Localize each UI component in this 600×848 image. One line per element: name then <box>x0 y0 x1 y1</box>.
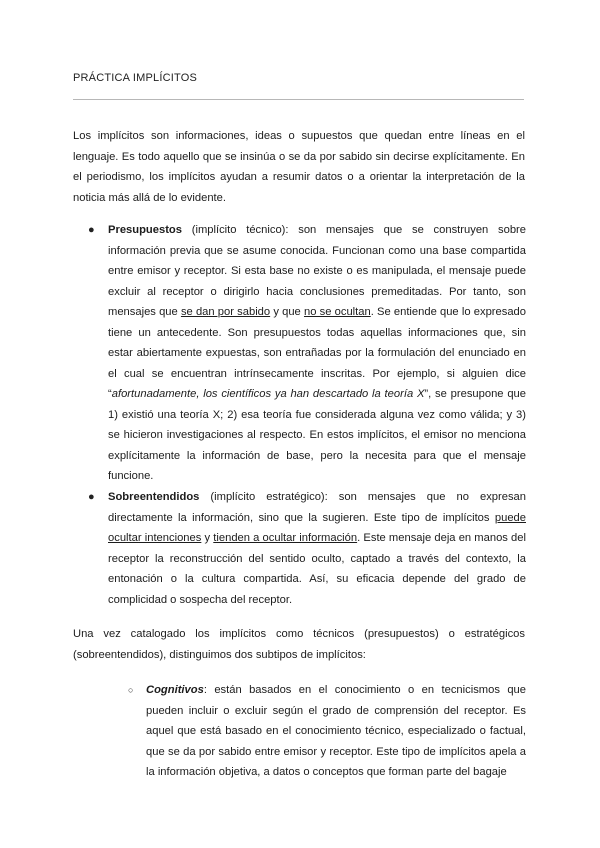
cognitivos-paragraph <box>146 680 526 783</box>
sobreentendidos-underline-1: puede ocultar intenciones <box>108 511 526 544</box>
sobreentendidos-text-3: . Este mensaje deja en manos del receptor la reconstrucción del sentido oculto, captado a través del contexto, la entonación o la cultura compartida. Así, su eficacia depende del grado de complicidad o sospecha del receptor. <box>108 532 526 606</box>
bullet-icon: ● <box>88 224 95 236</box>
presupuestos-text-1: (implícito técnico): son mensajes que se construyen sobre información previa que se asume conocida. Funcionan como una base compartida entre emisor y receptor. Si esta base no existe o es manipulada, el mensaje puede excluir al receptor o dirigirlo hacia conclusiones premeditadas. Por tanto, son mensajes que <box>108 224 526 318</box>
presupuestos-text-2: y que <box>270 306 304 318</box>
sobreentendidos-text-2: y <box>201 532 214 544</box>
presupuestos-paragraph <box>108 220 526 487</box>
presupuestos-text-4: ”, se presupone que 1) existió una teoría X; 2) esa teoría fue considerada alguna vez como válida; y 3) se hicieron investigaciones al respecto. En estos implícitos, el emisor no menciona explícitamente la información de base, pero la necesita para que el mensaje funcione. <box>108 388 526 482</box>
presupuestos-text-3: . Se entiende que lo expresado tiene un antecedente. Son presupuestos todas aquellas informaciones que, sin estar abiertamente expuestas, son entrañadas por la formulación del enunciado en el cual se encuentran intrínsecamente inscritas. Por ejemplo, si alguien dice “ <box>108 306 526 400</box>
sub-bullet-icon: ○ <box>128 685 134 695</box>
intro-paragraph: Los implícitos son informaciones, ideas o supuestos que quedan entre líneas en el lenguaje. Es todo aquello que se insinúa o se da por sabido sin decirse explícitamente. En el periodismo, los implícitos ayudan a resumir datos o a orientar la interpretación de la noticia más allá de lo evidente. <box>73 130 525 204</box>
title-divider <box>73 99 524 100</box>
transition-paragraph: Una vez catalogado los implícitos como técnicos (presupuestos) o estratégicos (sobreentendidos), distinguimos dos subtipos de implícitos: <box>73 628 525 661</box>
presupuestos-underline-2: no se ocultan <box>303 306 371 318</box>
presupuestos-example: afortunadamente, los científicos ya han descartado la teoría X <box>111 388 425 400</box>
bullet-icon: ● <box>88 491 95 503</box>
presupuestos-term: Presupuestos <box>108 224 182 236</box>
cognitivos-term: Cognitivos <box>146 684 204 696</box>
sobreentendidos-paragraph <box>108 487 526 610</box>
sobreentendidos-underline-2: tienden a ocultar información <box>213 532 358 544</box>
cognitivos-text: : están basados en el conocimiento o en tecnicismos que pueden incluir o excluir según el grado de comprensión del receptor. Es aquel que está basado en el conocimiento técnico, especializado o factual, que se da por sabido entre emisor y receptor. Este tipo de implícitos apela a la información objetiva, a datos o conceptos que forman parte del bagaje <box>146 684 526 778</box>
presupuestos-underline-1: se dan por sabido <box>180 306 271 318</box>
sobreentendidos-text-1: (implícito estratégico): son mensajes que no expresan directamente la información, sino que la sugieren. Este tipo de implícitos <box>108 491 526 524</box>
sobreentendidos-term: Sobreentendidos <box>108 491 200 503</box>
document-title: PRÁCTICA IMPLÍCITOS <box>73 72 198 84</box>
